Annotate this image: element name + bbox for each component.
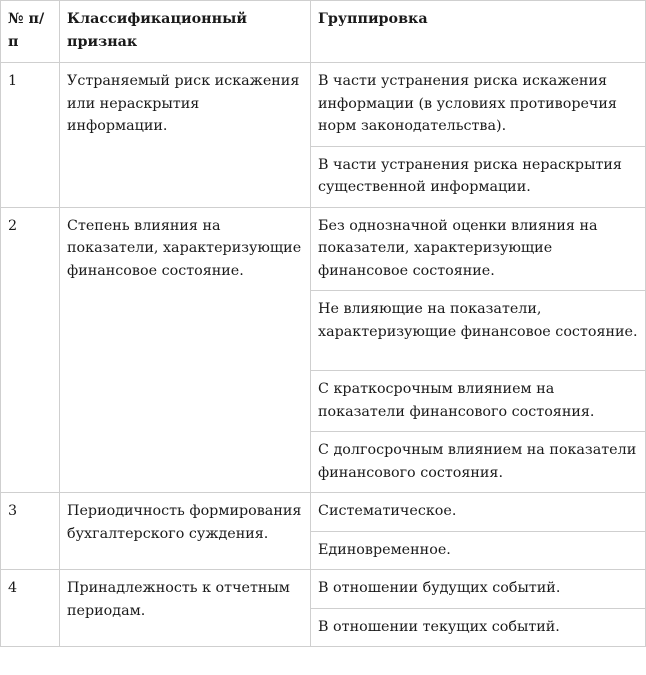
group-cell: Не влияющие на показатели, характеризующие финансовое состояние. [311,291,646,371]
group-cell: С краткосрочным влиянием на показатели финансового состояния. [311,371,646,432]
header-feature: Классификационный признак [60,1,311,63]
row-feature: Периодичность формирования бухгалтерского суждения. [60,493,311,570]
row-feature: Устраняемый риск искажения или нераскрытия информации. [60,63,311,208]
row-feature: Степень влияния на показатели, характеризующие финансовое состояние. [60,207,311,493]
group-cell: Без однозначной оценки влияния на показатели, характеризующие финансовое состояние. [311,207,646,291]
group-cell: Единовременное. [311,531,646,570]
row-feature: Принадлежность к отчетным периодам. [60,570,311,647]
group-cell: Систематическое. [311,493,646,532]
row-number: 2 [1,207,60,493]
group-cell: В отношении текущих событий. [311,608,646,647]
group-cell: В части устранения риска искажения информации (в условиях противоречия норм законодательства). [311,63,646,147]
header-grouping: Группировка [311,1,646,63]
header-number: № п/п [1,1,60,63]
row-number: 1 [1,63,60,208]
table-header-row [1,1,646,63]
group-cell: В части устранения риска нераскрытия существенной информации. [311,146,646,207]
group-cell: С долгосрочным влиянием на показатели финансового состояния. [311,432,646,493]
row-number: 4 [1,570,60,647]
group-cell: В отношении будущих событий. [311,570,646,609]
table-row [1,570,646,609]
table-row [1,207,646,291]
table-row [1,493,646,532]
table-row [1,63,646,147]
row-number: 3 [1,493,60,570]
